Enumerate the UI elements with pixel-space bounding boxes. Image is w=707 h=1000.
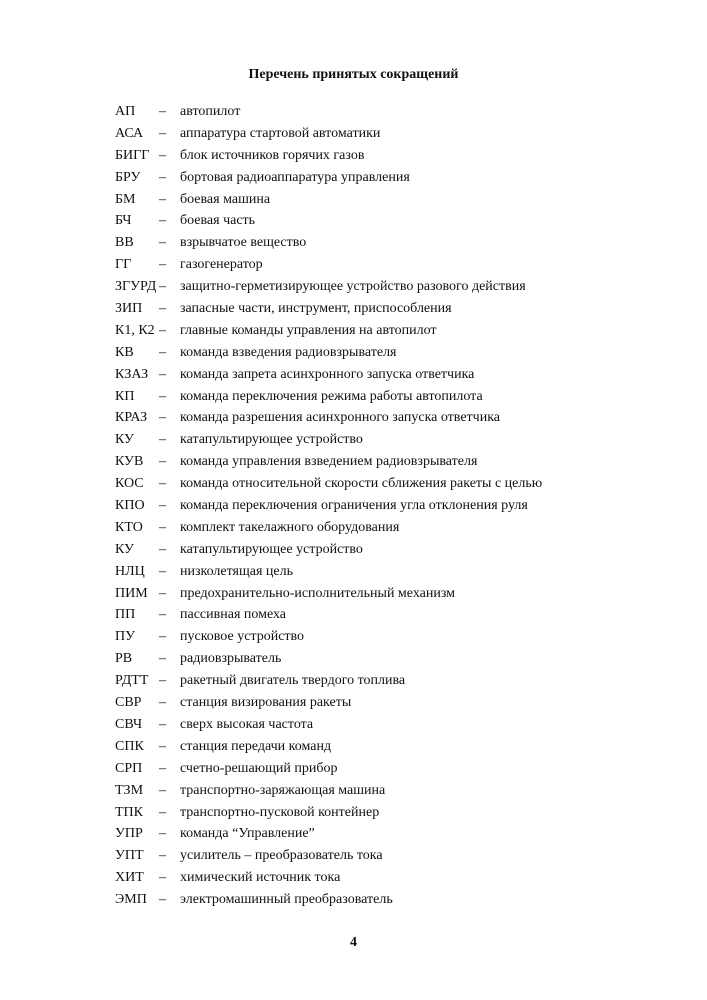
- abbreviation-term: БИГГ: [115, 147, 150, 163]
- abbreviation-definition: команда относительной скорости сближения ракеты с целью: [180, 476, 543, 492]
- abbreviation-row: [0, 145, 707, 167]
- abbreviation-term: ЗИП: [115, 301, 143, 317]
- abbreviation-row: [0, 167, 707, 189]
- dash-separator: –: [159, 169, 166, 185]
- abbreviation-row: [0, 539, 707, 561]
- abbreviation-row: [0, 714, 707, 736]
- abbreviation-definition: низколетящая цель: [180, 563, 294, 579]
- abbreviation-definition: автопилот: [180, 104, 241, 119]
- abbreviation-term: К1, К2: [115, 322, 155, 338]
- abbreviation-row: [0, 429, 707, 451]
- abbreviation-definition: газогенератор: [180, 257, 263, 273]
- abbreviation-term: БЧ: [115, 213, 132, 229]
- dash-separator: –: [159, 629, 166, 645]
- abbreviation-row: [0, 626, 707, 648]
- abbreviation-row: [0, 451, 707, 473]
- abbreviation-definition: боевая часть: [180, 213, 256, 229]
- abbreviation-row: [0, 845, 707, 867]
- abbreviation-term: КОС: [115, 476, 144, 492]
- abbreviation-definition: ракетный двигатель твердого топлива: [180, 673, 406, 689]
- abbreviation-definition: усилитель – преобразователь тока: [180, 848, 383, 864]
- abbreviation-row: [0, 823, 707, 845]
- abbreviation-definition: запасные части, инструмент, приспособления: [180, 301, 452, 317]
- abbreviation-row: [0, 692, 707, 714]
- abbreviation-definition: радиовзрыватель: [180, 651, 282, 667]
- abbreviation-row: [0, 232, 707, 254]
- abbreviation-row: [0, 583, 707, 605]
- abbreviation-row: [0, 495, 707, 517]
- abbreviation-term: АСА: [115, 125, 144, 141]
- dash-separator: –: [159, 892, 166, 908]
- dash-separator: –: [159, 257, 166, 273]
- abbreviation-row: [0, 780, 707, 802]
- dash-separator: –: [159, 454, 166, 470]
- abbreviation-term: ЭМП: [115, 892, 147, 908]
- abbreviation-term: СВЧ: [115, 716, 143, 732]
- dash-separator: –: [159, 870, 166, 886]
- page-number: 4: [350, 935, 357, 950]
- dash-separator: –: [159, 213, 166, 229]
- abbreviation-row: [0, 386, 707, 408]
- dash-separator: –: [159, 366, 166, 382]
- dash-separator: –: [159, 147, 166, 163]
- dash-separator: –: [159, 279, 166, 295]
- abbreviation-definition: катапультирующее устройство: [180, 432, 363, 448]
- dash-separator: –: [159, 716, 166, 732]
- abbreviation-term: КВ: [115, 344, 134, 360]
- abbreviation-definition: аппаратура стартовой автоматики: [180, 125, 381, 141]
- abbreviation-definition: предохранительно-исполнительный механизм: [180, 585, 456, 601]
- abbreviation-definition: блок источников горячих газов: [180, 147, 365, 163]
- abbreviation-definition: транспортно-заряжающая машина: [180, 782, 386, 798]
- dash-separator: –: [159, 585, 166, 601]
- abbreviation-term: ВВ: [115, 235, 134, 251]
- abbreviation-term: УПР: [115, 826, 143, 842]
- abbreviation-term: КУВ: [115, 454, 144, 470]
- dash-separator: –: [159, 826, 166, 842]
- abbreviation-definition: бортовая радиоаппаратура управления: [180, 169, 410, 185]
- dash-separator: –: [159, 651, 166, 667]
- abbreviation-row: [0, 517, 707, 539]
- abbreviation-term: ТПК: [115, 804, 143, 820]
- abbreviation-term: ПУ: [115, 629, 136, 645]
- abbreviation-list: [0, 101, 707, 911]
- abbreviation-term: РДТТ: [115, 673, 149, 689]
- dash-separator: –: [159, 541, 166, 557]
- abbreviation-row: [0, 648, 707, 670]
- abbreviation-term: БМ: [115, 191, 136, 207]
- abbreviation-row: [0, 802, 707, 824]
- abbreviation-definition: команда разрешения асинхронного запуска ответчика: [180, 410, 500, 426]
- abbreviation-definition: станция визирования ракеты: [180, 695, 352, 711]
- dash-separator: –: [159, 738, 166, 754]
- abbreviation-definition: команда взведения радиовзрывателя: [180, 344, 397, 360]
- abbreviation-term: КТО: [115, 519, 143, 535]
- abbreviation-term: НЛЦ: [115, 563, 145, 579]
- abbreviation-definition: катапультирующее устройство: [180, 541, 363, 557]
- abbreviation-term: КЗАЗ: [115, 366, 149, 382]
- abbreviation-term: ПП: [115, 607, 136, 623]
- dash-separator: –: [159, 498, 166, 514]
- abbreviation-definition: комплект такелажного оборудования: [180, 519, 400, 535]
- abbreviation-row: [0, 473, 707, 495]
- abbreviation-term: СРП: [115, 760, 143, 776]
- abbreviation-term: КУ: [115, 432, 134, 448]
- abbreviation-term: КУ: [115, 541, 134, 557]
- dash-separator: –: [159, 760, 166, 776]
- abbreviation-definition: электромашинный преобразователь: [180, 892, 393, 908]
- abbreviation-row: [0, 670, 707, 692]
- abbreviation-term: УПТ: [115, 848, 144, 864]
- abbreviation-definition: защитно-герметизирующее устройство разового действия: [180, 279, 526, 295]
- abbreviation-term: БРУ: [115, 169, 141, 185]
- abbreviation-row: [0, 604, 707, 626]
- abbreviation-definition: команда запрета асинхронного запуска ответчика: [180, 366, 475, 382]
- abbreviation-row: [0, 342, 707, 364]
- dash-separator: –: [159, 519, 166, 535]
- abbreviation-definition: счетно-решающий прибор: [180, 760, 338, 776]
- page-title: Перечень принятых сокращений: [248, 67, 459, 82]
- abbreviation-row: [0, 123, 707, 145]
- abbreviation-row: [0, 298, 707, 320]
- abbreviation-row: [0, 736, 707, 758]
- dash-separator: –: [159, 804, 166, 820]
- abbreviation-row: [0, 189, 707, 211]
- dash-separator: –: [159, 432, 166, 448]
- abbreviation-row: [0, 101, 707, 123]
- dash-separator: –: [159, 563, 166, 579]
- abbreviation-row: [0, 407, 707, 429]
- dash-separator: –: [159, 607, 166, 623]
- dash-separator: –: [159, 388, 166, 404]
- abbreviation-row: [0, 276, 707, 298]
- dash-separator: –: [159, 322, 166, 338]
- abbreviation-definition: главные команды управления на автопилот: [180, 322, 437, 338]
- abbreviation-term: ХИТ: [115, 870, 144, 886]
- abbreviation-term: РВ: [115, 651, 133, 667]
- abbreviation-definition: команда переключения ограничения угла отклонения руля: [180, 498, 528, 514]
- abbreviation-row: [0, 320, 707, 342]
- abbreviation-definition: боевая машина: [180, 191, 271, 207]
- abbreviation-row: [0, 867, 707, 889]
- dash-separator: –: [159, 191, 166, 207]
- abbreviation-definition: пассивная помеха: [180, 607, 287, 623]
- dash-separator: –: [159, 476, 166, 492]
- abbreviation-term: КПО: [115, 498, 145, 514]
- abbreviation-term: КП: [115, 388, 135, 404]
- dash-separator: –: [159, 235, 166, 251]
- abbreviation-row: [0, 254, 707, 276]
- dash-separator: –: [159, 782, 166, 798]
- abbreviation-definition: команда “Управление”: [180, 826, 315, 842]
- abbreviation-definition: химический источник тока: [180, 870, 341, 886]
- abbreviation-term: СВР: [115, 695, 142, 711]
- dash-separator: –: [159, 695, 166, 711]
- abbreviation-row: [0, 364, 707, 386]
- dash-separator: –: [159, 125, 166, 141]
- abbreviation-term: ГГ: [115, 257, 132, 273]
- abbreviation-term: СПК: [115, 738, 144, 754]
- dash-separator: –: [159, 673, 166, 689]
- abbreviation-definition: команда управления взведением радиовзрывателя: [180, 454, 478, 470]
- dash-separator: –: [159, 344, 166, 360]
- abbreviation-row: [0, 758, 707, 780]
- abbreviation-row: [0, 889, 707, 911]
- abbreviation-definition: транспортно-пусковой контейнер: [180, 804, 380, 820]
- abbreviation-term: ТЗМ: [115, 782, 144, 798]
- abbreviation-row: [0, 561, 707, 583]
- abbreviation-row: [0, 210, 707, 232]
- abbreviation-definition: станция передачи команд: [180, 738, 332, 754]
- abbreviation-definition: взрывчатое вещество: [180, 235, 307, 251]
- dash-separator: –: [159, 848, 166, 864]
- abbreviation-definition: пусковое устройство: [180, 629, 305, 645]
- abbreviation-term: АП: [115, 104, 136, 119]
- abbreviation-term: КРАЗ: [115, 410, 148, 426]
- abbreviation-term: ПИМ: [115, 585, 148, 601]
- abbreviation-term: ЗГУРД: [115, 279, 157, 295]
- dash-separator: –: [159, 104, 166, 119]
- dash-separator: –: [159, 410, 166, 426]
- dash-separator: –: [159, 301, 166, 317]
- abbreviation-definition: команда переключения режима работы автопилота: [180, 388, 483, 404]
- abbreviation-definition: сверх высокая частота: [180, 716, 314, 732]
